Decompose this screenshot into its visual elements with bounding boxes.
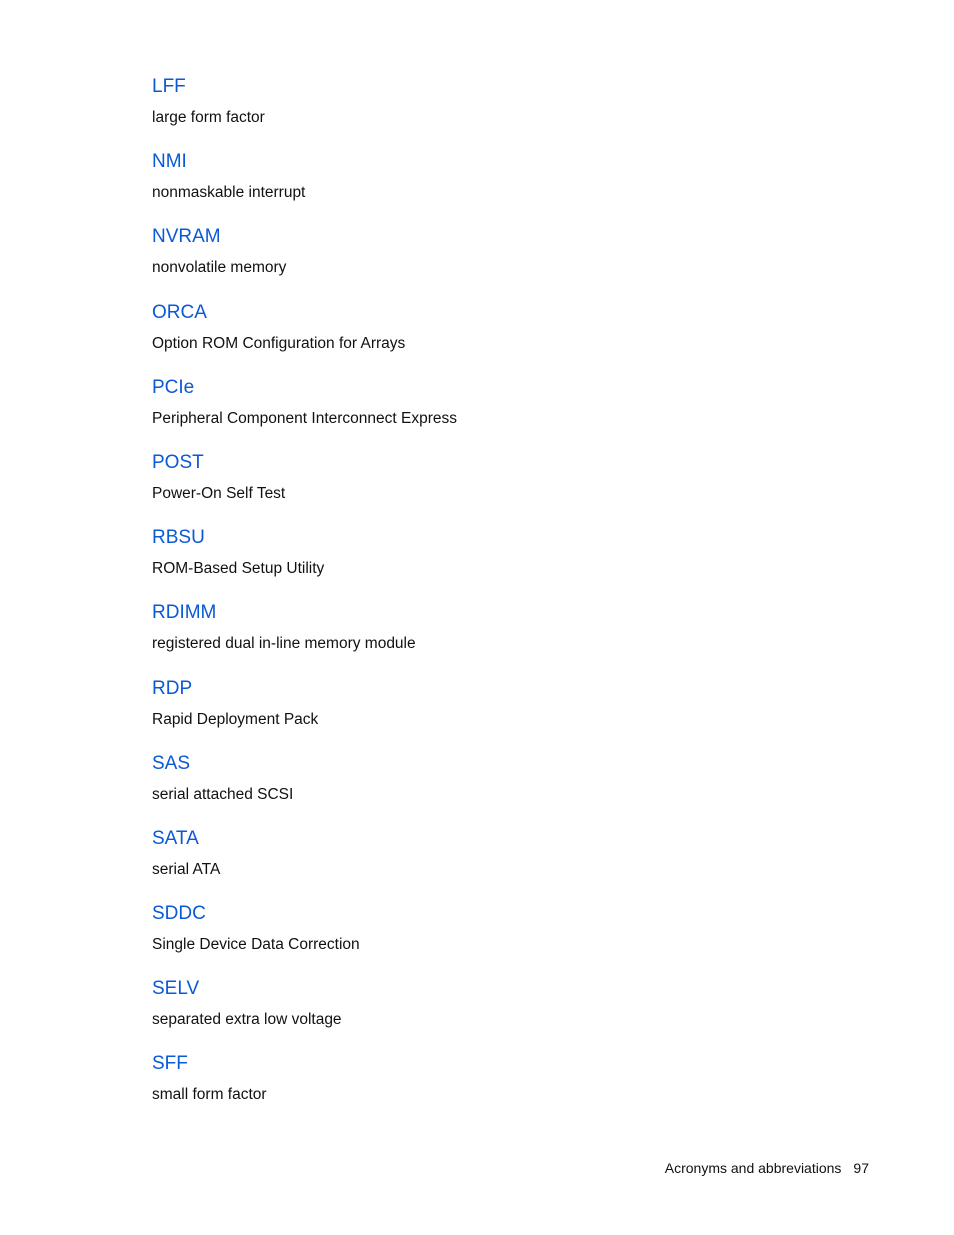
term-link[interactable]: PCIe: [152, 376, 195, 398]
footer-section-title: Acronyms and abbreviations: [664, 1160, 842, 1176]
term-definition: nonmaskable interrupt: [152, 184, 306, 202]
term-definition: Power-On Self Test: [152, 484, 286, 502]
page-number: 97: [853, 1160, 869, 1176]
page-footer: [665, 1158, 869, 1178]
term-definition: serial ATA: [152, 860, 221, 878]
term-definition: Single Device Data Correction: [152, 936, 360, 954]
term-link[interactable]: SDDC: [152, 903, 206, 925]
glossary-entry: [152, 150, 852, 225]
glossary-entry: [152, 1052, 852, 1127]
term-definition: serial attached SCSI: [152, 785, 294, 803]
term-definition: Rapid Deployment Pack: [152, 710, 319, 728]
term-link[interactable]: NVRAM: [152, 226, 221, 248]
glossary-list: [152, 75, 852, 1128]
term-definition: large form factor: [152, 109, 265, 126]
glossary-entry: [152, 752, 852, 827]
term-link[interactable]: RBSU: [152, 527, 205, 549]
term-link[interactable]: SFF: [152, 1053, 188, 1075]
term-link[interactable]: SAS: [152, 752, 191, 774]
glossary-entry: [152, 827, 852, 902]
glossary-entry: [152, 977, 852, 1052]
term-definition: small form factor: [152, 1086, 267, 1104]
glossary-entry: [152, 225, 852, 300]
term-link[interactable]: SELV: [152, 978, 200, 1000]
glossary-entry: [152, 902, 852, 977]
term-definition: ROM-Based Setup Utility: [152, 560, 325, 578]
glossary-entry: [152, 301, 852, 376]
term-link[interactable]: NMI: [152, 151, 187, 173]
term-definition: Option ROM Configuration for Arrays: [152, 334, 406, 352]
term-definition: nonvolatile memory: [152, 259, 287, 277]
term-link[interactable]: ORCA: [152, 301, 207, 323]
term-definition: separated extra low voltage: [152, 1011, 342, 1029]
glossary-entry: [152, 601, 852, 676]
term-definition: Peripheral Component Interconnect Express: [152, 409, 457, 427]
glossary-entry: [152, 526, 852, 601]
glossary-entry: [152, 451, 852, 526]
term-link[interactable]: SATA: [152, 827, 199, 849]
glossary-entry: [152, 376, 852, 451]
term-link[interactable]: POST: [152, 451, 204, 473]
glossary-entry: [152, 75, 852, 150]
term-link[interactable]: LFF: [152, 76, 186, 97]
term-definition: registered dual in-line memory module: [152, 635, 416, 653]
term-link[interactable]: RDP: [152, 677, 193, 699]
term-link[interactable]: RDIMM: [152, 602, 217, 624]
glossary-entry: [152, 677, 852, 752]
